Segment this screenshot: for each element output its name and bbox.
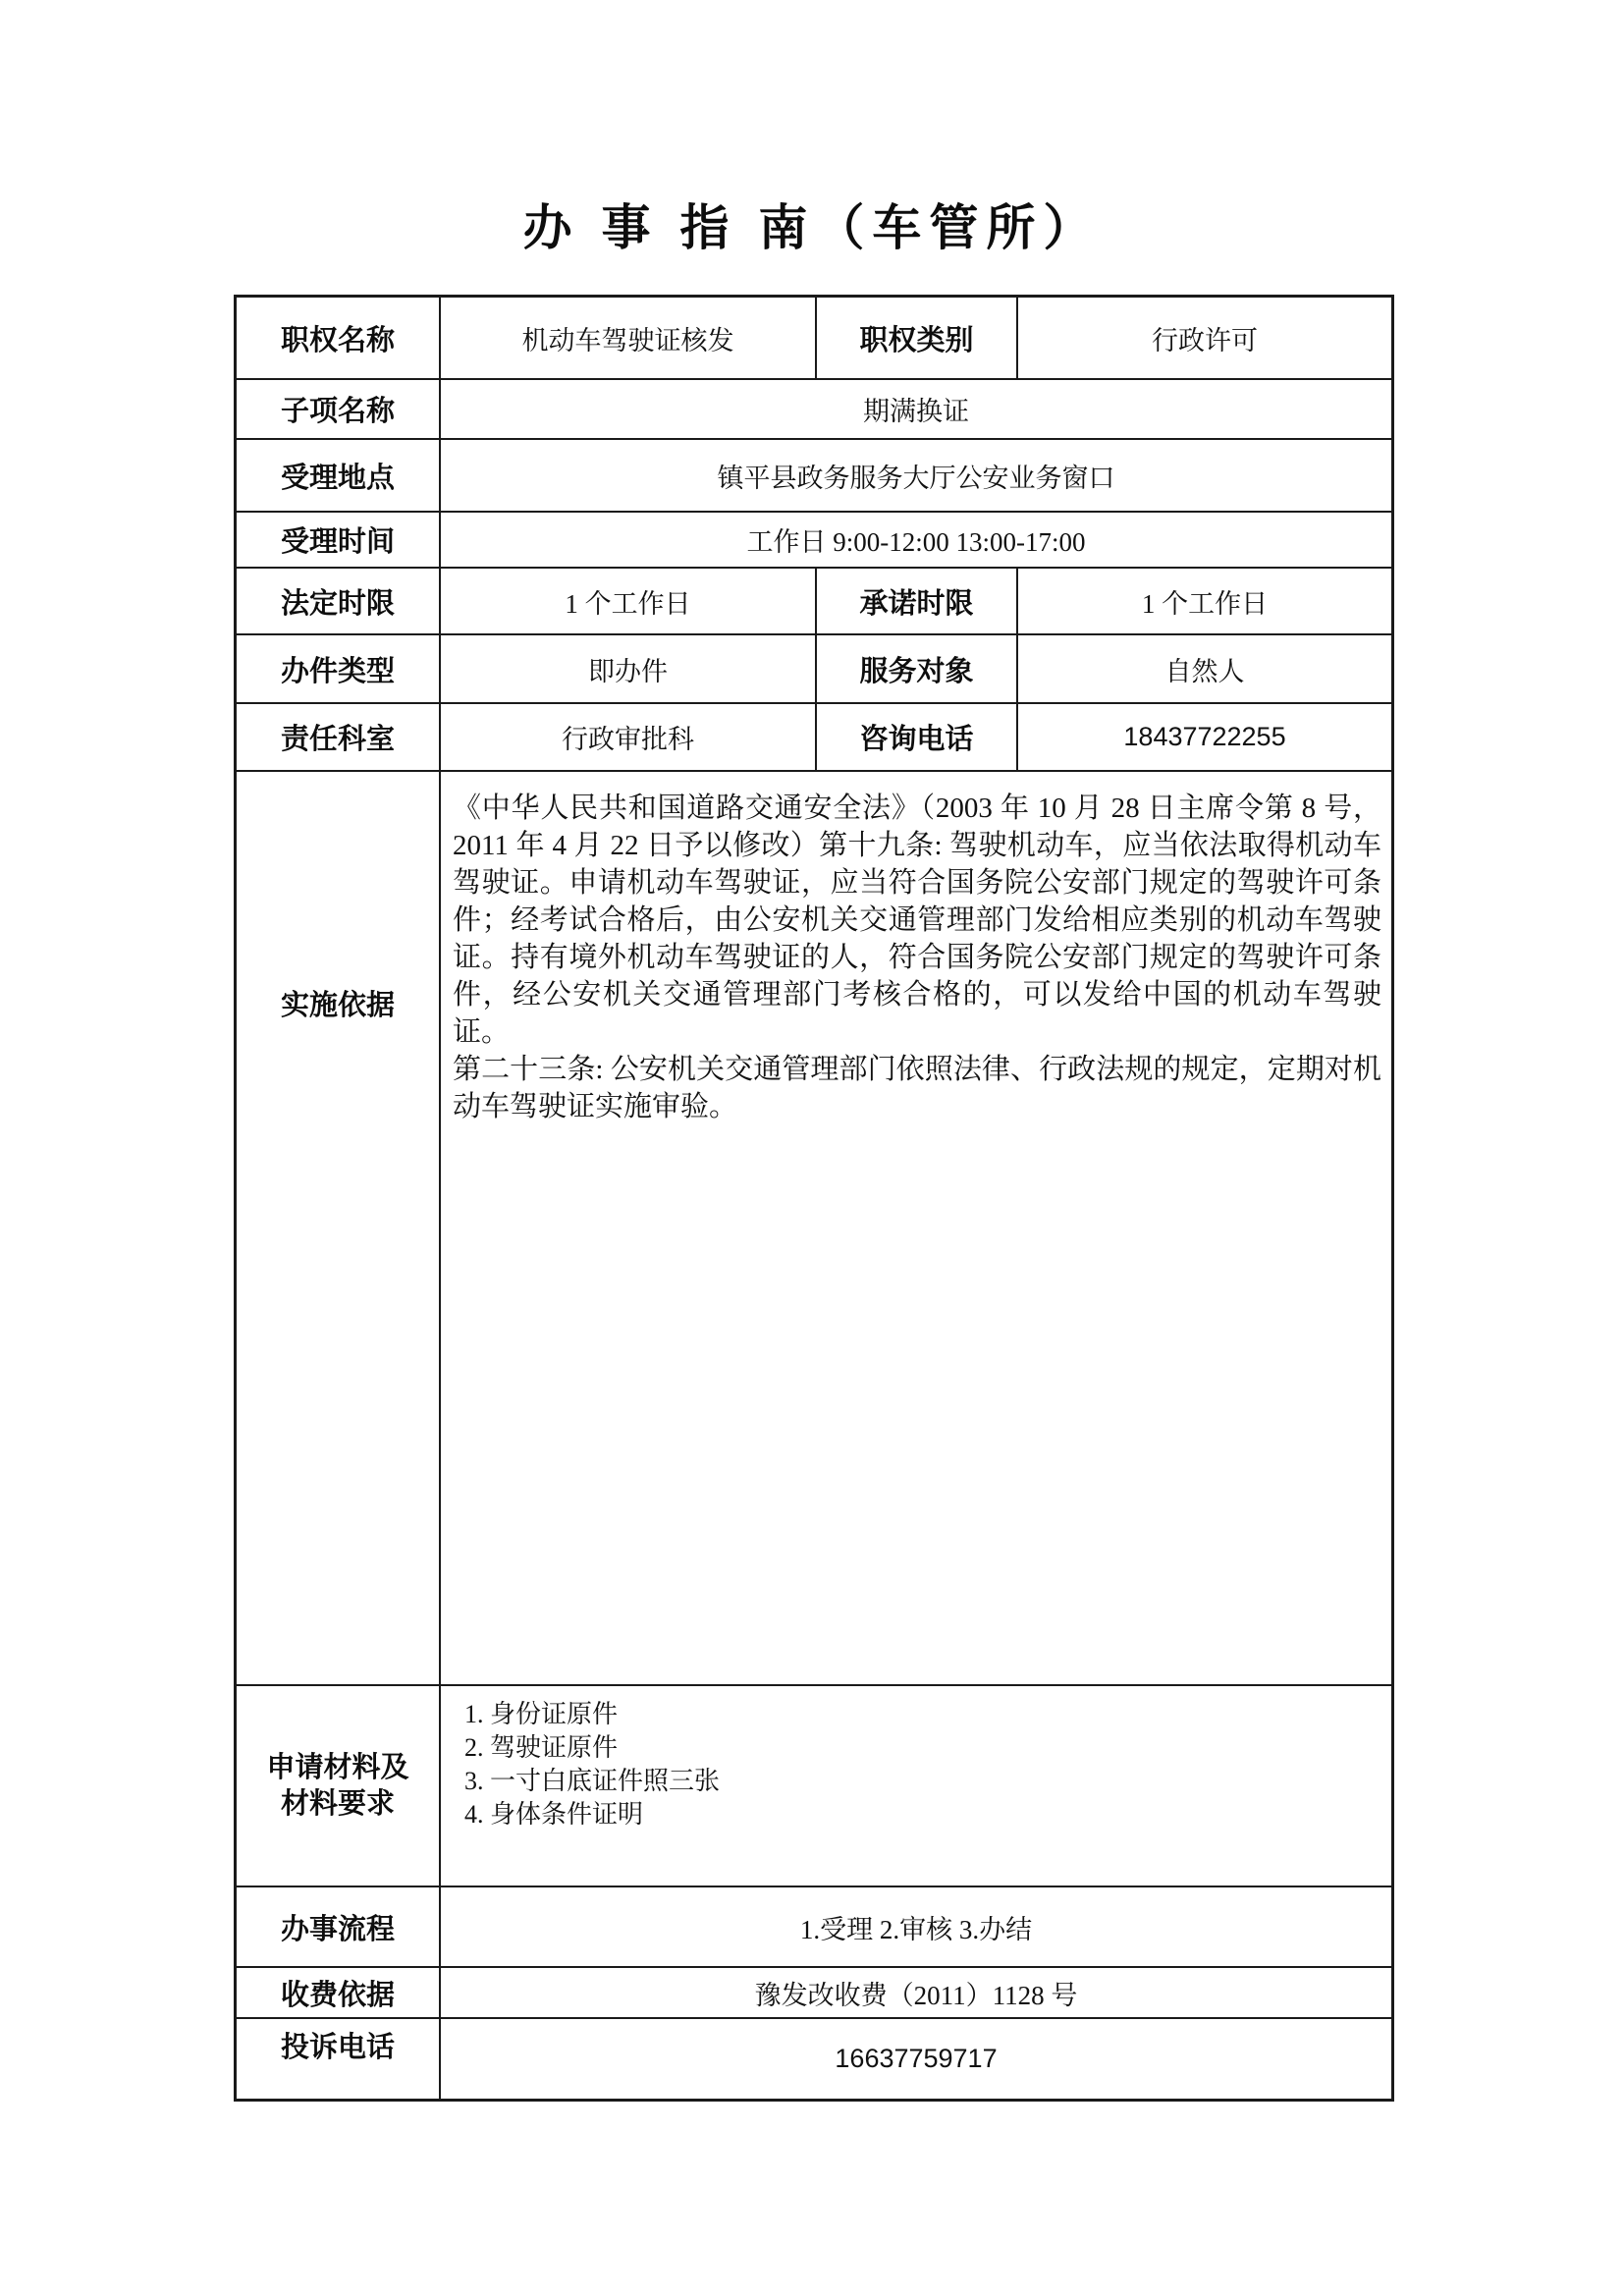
material-item: 4. 身体条件证明 xyxy=(464,1800,644,1829)
material-item: 2. 驾驶证原件 xyxy=(464,1733,619,1762)
accept-time-value: 工作日 9:00-12:00 13:00-17:00 xyxy=(746,527,1086,557)
legal-basis-paragraph-1: 《中华人民共和国道路交通安全法》（2003 年 10 月 28 日主席令第 8 号，2011 年 4 月 22 日予以修改）第十九条: 驾驶机动车，应当依法取得机动车驾驶证。申请机动车驾驶证，应当符合国务院公安部门规定的驾驶许可条件；经考试合格后，由公安机关交通管理部门发给相应类别的机动车驾驶证。持有境外机动车驾驶证的人，符合国务院公安部门规定的驾驶许可条件，经公安机关交通管理部门考核合格的，可以发给中国的机动车驾驶证。 xyxy=(453,793,1381,1048)
legal-basis-paragraph-2: 第二十三条: 公安机关交通管理部门依照法律、行政法规的规定，定期对机动车驾驶证实施审验。 xyxy=(453,1054,1381,1122)
process-steps-value: 1.受理 2.审核 3.办结 xyxy=(799,1914,1033,1944)
inquiry-phone-label: 咨询电话 xyxy=(817,704,1018,770)
promised-time-limit-label: 承诺时限 xyxy=(817,569,1018,633)
table-row-application-materials xyxy=(237,1686,1391,1887)
accept-location-label: 受理地点 xyxy=(237,440,441,511)
fee-basis-value: 豫发改收费（2011）1128 号 xyxy=(754,1980,1078,2010)
subitem-name-value: 期满换证 xyxy=(863,397,969,426)
authority-type-label: 职权类别 xyxy=(817,298,1018,378)
case-type-value: 即办件 xyxy=(441,635,817,702)
responsible-dept-label: 责任科室 xyxy=(237,704,441,770)
authority-name-label: 职权名称 xyxy=(237,298,441,378)
legal-time-limit-value: 1 个工作日 xyxy=(441,569,817,633)
application-materials-list xyxy=(441,1686,1391,1886)
table-row-legal-basis xyxy=(237,772,1391,1686)
service-guide-table xyxy=(234,295,1394,2102)
application-materials-label xyxy=(237,1686,441,1886)
application-materials-label-line1: 申请材料及 xyxy=(266,1751,409,1783)
complaint-phone-label: 投诉电话 xyxy=(237,2019,441,2099)
case-type-label: 办件类型 xyxy=(237,635,441,702)
promised-time-limit-value: 1 个工作日 xyxy=(1141,588,1269,619)
legal-time-limit-label: 法定时限 xyxy=(237,569,441,633)
inquiry-phone-value: 18437722255 xyxy=(1123,722,1286,751)
service-target-value: 自然人 xyxy=(1164,656,1245,686)
legal-basis-text xyxy=(441,772,1391,1684)
material-item: 3. 一寸白底证件照三张 xyxy=(464,1767,721,1795)
table-row-complaint-phone xyxy=(237,2019,1391,2099)
table-row-process-steps xyxy=(237,1887,1391,1968)
subitem-name-label: 子项名称 xyxy=(237,380,441,438)
page-title: 办 事 指 南（车管所） xyxy=(522,200,1101,255)
accept-location-value: 镇平县政务服务大厅公安业务窗口 xyxy=(717,463,1115,493)
table-row-fee-basis xyxy=(237,1968,1391,2019)
table-row-authority-name xyxy=(237,298,1391,380)
material-item: 1. 身份证原件 xyxy=(464,1700,619,1728)
table-row-responsible-dept xyxy=(237,704,1391,772)
table-row-case-type xyxy=(237,635,1391,704)
responsible-dept-value: 行政审批科 xyxy=(441,704,817,770)
authority-type-value: 行政许可 xyxy=(1152,325,1258,355)
table-row-subitem-name xyxy=(237,380,1391,440)
process-steps-label: 办事流程 xyxy=(237,1887,441,1966)
table-row-time-limits xyxy=(237,569,1391,635)
authority-name-value: 机动车驾驶证核发 xyxy=(441,298,817,378)
service-target-label: 服务对象 xyxy=(817,635,1018,702)
fee-basis-label: 收费依据 xyxy=(237,1968,441,2017)
table-row-accept-location xyxy=(237,440,1391,513)
accept-time-label: 受理时间 xyxy=(237,513,441,567)
complaint-phone-value: 16637759717 xyxy=(835,2044,998,2073)
application-materials-label-line2: 材料要求 xyxy=(280,1787,395,1820)
table-row-accept-time xyxy=(237,513,1391,569)
legal-basis-label: 实施依据 xyxy=(237,772,441,1684)
